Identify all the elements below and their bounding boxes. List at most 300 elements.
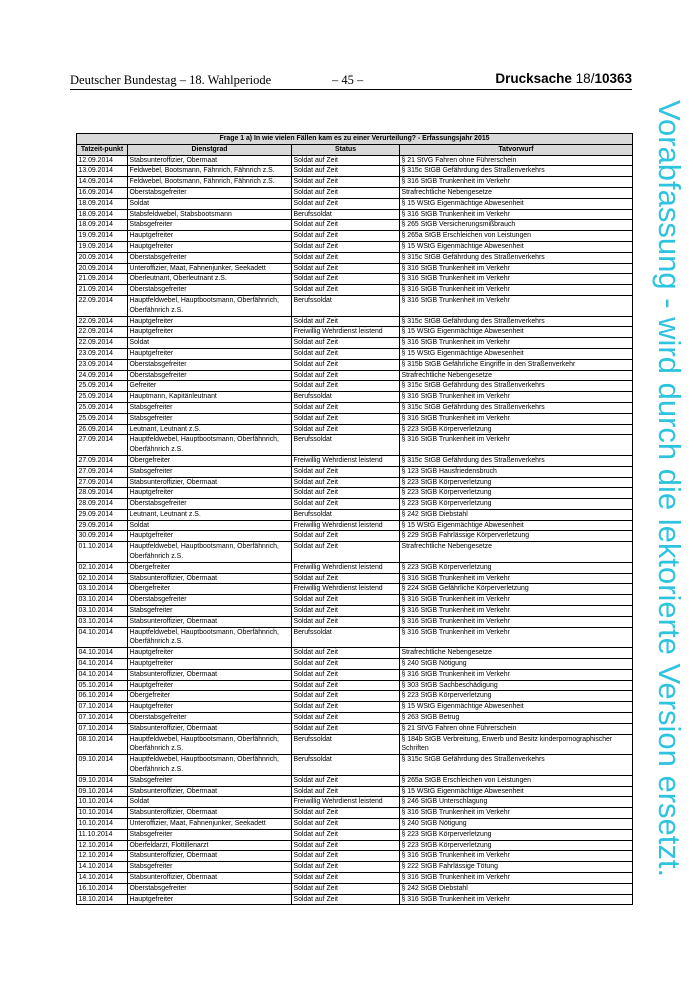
convictions-table (76, 133, 633, 905)
table-row (77, 584, 633, 595)
table-row (77, 455, 633, 466)
cell-date: 24.09.2014 (77, 370, 128, 381)
cell-rank: Hauptgefreiter (128, 702, 292, 713)
table-row (77, 872, 633, 883)
cell-rank: Oberstabsgefreiter (128, 359, 292, 370)
cell-rank: Soldat (128, 520, 292, 531)
cell-rank: Stabsfeldwebel, Stabsbootsmann (128, 209, 292, 220)
cell-date: 18.09.2014 (77, 209, 128, 220)
cell-date: 14.09.2014 (77, 177, 128, 188)
cell-rank: Obergefreiter (128, 584, 292, 595)
document-label: Drucksache (495, 71, 576, 86)
cell-rank: Hauptfeldwebel, Hauptbootsmann, Oberfähnrich, Oberfähnrich z.S. (128, 295, 292, 316)
cell-status: Soldat auf Zeit (292, 775, 400, 786)
cell-status: Soldat auf Zeit (292, 187, 400, 198)
cell-rank: Oberstabsgefreiter (128, 252, 292, 263)
cell-offense: § 315c StGB Gefährdung des Straßenverkehrs (400, 252, 633, 263)
cell-status: Berufssoldat (292, 509, 400, 520)
cell-rank: Hauptgefreiter (128, 316, 292, 327)
cell-offense: § 315c StGB Gefährdung des Straßenverkehrs (400, 455, 633, 466)
table-row (77, 862, 633, 873)
cell-rank: Hauptgefreiter (128, 680, 292, 691)
cell-status: Soldat auf Zeit (292, 819, 400, 830)
cell-status: Soldat auf Zeit (292, 851, 400, 862)
table-row (77, 808, 633, 819)
cell-date: 04.10.2014 (77, 659, 128, 670)
cell-status: Berufssoldat (292, 435, 400, 456)
cell-offense: Strafrechtliche Nebengesetze (400, 648, 633, 659)
cell-status: Berufssoldat (292, 734, 400, 755)
cell-offense: § 265 StGB Versicherungsmißbrauch (400, 220, 633, 231)
cell-offense: § 316 StGB Trunkenheit im Verkehr (400, 338, 633, 349)
cell-offense: § 315c StGB Gefährdung des Straßenverkehrs (400, 316, 633, 327)
cell-rank: Gefreiter (128, 381, 292, 392)
cell-rank: Unteroffizier, Maat, Fahnenjunker, Seekadett (128, 819, 292, 830)
column-header-status: Status (292, 144, 400, 155)
cell-rank: Hauptgefreiter (128, 648, 292, 659)
cell-date: 09.10.2014 (77, 775, 128, 786)
cell-status: Soldat auf Zeit (292, 424, 400, 435)
cell-date: 07.10.2014 (77, 723, 128, 734)
cell-offense: § 315c StGB Gefährdung des Straßenverkehrs (400, 755, 633, 776)
cell-offense: § 315c StGB Gefährdung des Straßenverkehrs (400, 402, 633, 413)
cell-offense: § 315c StGB Gefährdung des Straßenverkehrs (400, 381, 633, 392)
cell-offense: § 240 StGB Nötigung (400, 819, 633, 830)
cell-date: 14.10.2014 (77, 872, 128, 883)
cell-rank: Soldat (128, 198, 292, 209)
cell-date: 04.10.2014 (77, 669, 128, 680)
cell-rank: Hauptfeldwebel, Hauptbootsmann, Oberfähnrich, Oberfähnrich z.S. (128, 542, 292, 563)
cell-rank: Feldwebel, Bootsmann, Fähnrich, Fähnrich z.S. (128, 166, 292, 177)
cell-status: Soldat auf Zeit (292, 872, 400, 883)
table-row (77, 424, 633, 435)
cell-date: 22.09.2014 (77, 295, 128, 316)
cell-date: 29.09.2014 (77, 520, 128, 531)
cell-date: 06.10.2014 (77, 691, 128, 702)
cell-date: 09.10.2014 (77, 755, 128, 776)
cell-status: Soldat auf Zeit (292, 648, 400, 659)
cell-offense: § 246 StGB Unterschlagung (400, 797, 633, 808)
cell-rank: Stabsgefreiter (128, 829, 292, 840)
cell-date: 19.09.2014 (77, 241, 128, 252)
cell-date: 18.10.2014 (77, 894, 128, 905)
cell-status: Soldat auf Zeit (292, 231, 400, 242)
cell-status: Soldat auf Zeit (292, 166, 400, 177)
cell-rank: Stabsunteroffizier, Obermaat (128, 616, 292, 627)
cell-offense: § 15 WStG Eigenmächtige Abwesenheit (400, 520, 633, 531)
cell-date: 21.09.2014 (77, 285, 128, 296)
cell-date: 20.09.2014 (77, 263, 128, 274)
cell-rank: Hauptgefreiter (128, 659, 292, 670)
cell-rank: Soldat (128, 797, 292, 808)
table-row (77, 691, 633, 702)
cell-offense: § 316 StGB Trunkenheit im Verkehr (400, 435, 633, 456)
cell-status: Soldat auf Zeit (292, 669, 400, 680)
cell-date: 22.09.2014 (77, 338, 128, 349)
cell-offense: § 223 StGB Körperverletzung (400, 840, 633, 851)
cell-status: Soldat auf Zeit (292, 723, 400, 734)
cell-rank: Stabsunteroffizier, Obermaat (128, 155, 292, 166)
table-row (77, 840, 633, 851)
table-row (77, 829, 633, 840)
cell-rank: Oberstabsgefreiter (128, 285, 292, 296)
cell-date: 03.10.2014 (77, 606, 128, 617)
cell-offense: § 265a StGB Erschleichen von Leistungen (400, 775, 633, 786)
cell-status: Berufssoldat (292, 209, 400, 220)
cell-date: 07.10.2014 (77, 713, 128, 724)
cell-date: 28.09.2014 (77, 488, 128, 499)
table-row (77, 209, 633, 220)
cell-date: 03.10.2014 (77, 616, 128, 627)
table-row (77, 627, 633, 648)
cell-offense: § 123 StGB Hausfriedensbruch (400, 466, 633, 477)
cell-rank: Stabsgefreiter (128, 466, 292, 477)
table-row (77, 381, 633, 392)
table-caption: Frage 1 a) In wie vielen Fällen kam es zu einer Verurteilung? - Erfassungsjahr 2015 (77, 134, 633, 145)
table-row (77, 252, 633, 263)
cell-offense: Strafrechtliche Nebengesetze (400, 187, 633, 198)
cell-date: 25.09.2014 (77, 402, 128, 413)
cell-status: Soldat auf Zeit (292, 606, 400, 617)
cell-offense: § 316 StGB Trunkenheit im Verkehr (400, 573, 633, 584)
cell-status: Soldat auf Zeit (292, 285, 400, 296)
table-row (77, 263, 633, 274)
cell-rank: Soldat (128, 338, 292, 349)
cell-rank: Hauptfeldwebel, Hauptbootsmann, Oberfähnrich, Oberfähnrich z.S. (128, 734, 292, 755)
cell-status: Soldat auf Zeit (292, 862, 400, 873)
table-row (77, 775, 633, 786)
cell-date: 27.09.2014 (77, 455, 128, 466)
table-row (77, 883, 633, 894)
cell-offense: § 15 WStG Eigenmächtige Abwesenheit (400, 348, 633, 359)
cell-status: Soldat auf Zeit (292, 274, 400, 285)
cell-status: Soldat auf Zeit (292, 359, 400, 370)
cell-status: Soldat auf Zeit (292, 680, 400, 691)
cell-status: Soldat auf Zeit (292, 370, 400, 381)
cell-status: Soldat auf Zeit (292, 616, 400, 627)
cell-status: Soldat auf Zeit (292, 413, 400, 424)
cell-offense: § 316 StGB Trunkenheit im Verkehr (400, 295, 633, 316)
cell-date: 07.10.2014 (77, 702, 128, 713)
cell-date: 19.09.2014 (77, 231, 128, 242)
cell-date: 23.09.2014 (77, 348, 128, 359)
cell-offense: § 316 StGB Trunkenheit im Verkehr (400, 627, 633, 648)
cell-status: Soldat auf Zeit (292, 198, 400, 209)
cell-offense: § 223 StGB Körperverletzung (400, 499, 633, 510)
cell-status: Freiwillig Wehrdienst leistend (292, 455, 400, 466)
cell-date: 27.09.2014 (77, 477, 128, 488)
cell-status: Soldat auf Zeit (292, 252, 400, 263)
cell-date: 26.09.2014 (77, 424, 128, 435)
cell-offense: Strafrechtliche Nebengesetze (400, 542, 633, 563)
cell-rank: Oberleutnant, Oberleutnant z.S. (128, 274, 292, 285)
cell-date: 11.10.2014 (77, 829, 128, 840)
cell-status: Soldat auf Zeit (292, 488, 400, 499)
column-header-time: Tatzeit-punkt (77, 144, 128, 155)
cell-offense: § 316 StGB Trunkenheit im Verkehr (400, 808, 633, 819)
cell-rank: Leutnant, Leutnant z.S. (128, 424, 292, 435)
cell-status: Freiwillig Wehrdienst leistend (292, 584, 400, 595)
cell-offense: § 316 StGB Trunkenheit im Verkehr (400, 285, 633, 296)
column-header-offense: Tatvorwurf (400, 144, 633, 155)
table-row (77, 851, 633, 862)
cell-status: Soldat auf Zeit (292, 316, 400, 327)
document-id: 10363 (594, 71, 632, 86)
table-row (77, 274, 633, 285)
cell-rank: Oberstabsgefreiter (128, 187, 292, 198)
cell-offense: § 316 StGB Trunkenheit im Verkehr (400, 894, 633, 905)
table-row (77, 187, 633, 198)
cell-status: Soldat auf Zeit (292, 338, 400, 349)
cell-date: 10.10.2014 (77, 797, 128, 808)
cell-date: 21.09.2014 (77, 274, 128, 285)
table-row (77, 606, 633, 617)
cell-rank: Oberstabsgefreiter (128, 370, 292, 381)
table-row (77, 413, 633, 424)
cell-offense: § 223 StGB Körperverletzung (400, 829, 633, 840)
cell-rank: Hauptfeldwebel, Hauptbootsmann, Oberfähnrich, Oberfähnrich z.S. (128, 627, 292, 648)
cell-offense: § 223 StGB Körperverletzung (400, 488, 633, 499)
cell-offense: § 223 StGB Körperverletzung (400, 424, 633, 435)
cell-offense: § 15 WStG Eigenmächtige Abwesenheit (400, 198, 633, 209)
table-row (77, 573, 633, 584)
cell-offense: § 315c StGB Gefährdung des Straßenverkehrs (400, 166, 633, 177)
cell-rank: Hauptgefreiter (128, 231, 292, 242)
table-row (77, 755, 633, 776)
cell-offense: § 21 StVG Fahren ohne Führerschein (400, 155, 633, 166)
table-row (77, 680, 633, 691)
cell-rank: Obergefreiter (128, 455, 292, 466)
cell-date: 12.10.2014 (77, 851, 128, 862)
cell-date: 04.10.2014 (77, 648, 128, 659)
cell-rank: Oberstabsgefreiter (128, 883, 292, 894)
cell-date: 02.10.2014 (77, 562, 128, 573)
table-row (77, 359, 633, 370)
cell-rank: Hauptmann, Kapitänleutnant (128, 392, 292, 403)
cell-status: Soldat auf Zeit (292, 883, 400, 894)
cell-status: Soldat auf Zeit (292, 691, 400, 702)
table-row (77, 786, 633, 797)
table-row (77, 659, 633, 670)
cell-status: Soldat auf Zeit (292, 829, 400, 840)
cell-offense: § 265a StGB Erschleichen von Leistungen (400, 231, 633, 242)
table-row (77, 198, 633, 209)
cell-status: Freiwillig Wehrdienst leistend (292, 327, 400, 338)
cell-status: Soldat auf Zeit (292, 659, 400, 670)
cell-rank: Hauptfeldwebel, Hauptbootsmann, Oberfähnrich, Oberfähnrich z.S. (128, 435, 292, 456)
page-header (70, 71, 632, 89)
cell-rank: Stabsgefreiter (128, 413, 292, 424)
table-row (77, 231, 633, 242)
table-body (77, 155, 633, 905)
cell-status: Soldat auf Zeit (292, 542, 400, 563)
cell-offense: § 316 StGB Trunkenheit im Verkehr (400, 413, 633, 424)
cell-status: Soldat auf Zeit (292, 894, 400, 905)
cell-status: Soldat auf Zeit (292, 241, 400, 252)
draft-watermark: Vorabfassung - wird durch die lektorierte Version ersetzt. (652, 100, 687, 878)
table-row (77, 648, 633, 659)
cell-offense: § 242 StGB Diebstahl (400, 509, 633, 520)
cell-status: Soldat auf Zeit (292, 177, 400, 188)
cell-rank: Stabsgefreiter (128, 862, 292, 873)
cell-status: Soldat auf Zeit (292, 348, 400, 359)
table-row (77, 338, 633, 349)
table-header-row (77, 144, 633, 155)
cell-rank: Hauptgefreiter (128, 531, 292, 542)
cell-status: Berufssoldat (292, 392, 400, 403)
cell-rank: Hauptgefreiter (128, 241, 292, 252)
cell-date: 10.10.2014 (77, 808, 128, 819)
cell-status: Berufssoldat (292, 755, 400, 776)
cell-date: 25.09.2014 (77, 413, 128, 424)
page-number: – 45 – (332, 73, 364, 87)
cell-rank: Hauptgefreiter (128, 327, 292, 338)
table-row (77, 370, 633, 381)
cell-rank: Oberstabsgefreiter (128, 499, 292, 510)
table-row (77, 819, 633, 830)
cell-date: 25.09.2014 (77, 392, 128, 403)
column-header-rank: Dienstgrad (128, 144, 292, 155)
table-row (77, 285, 633, 296)
table-row (77, 327, 633, 338)
table-row (77, 723, 633, 734)
cell-offense: § 240 StGB Nötigung (400, 659, 633, 670)
table-row (77, 595, 633, 606)
table-row (77, 466, 633, 477)
cell-offense: § 316 StGB Trunkenheit im Verkehr (400, 872, 633, 883)
cell-rank: Stabsunteroffizier, Obermaat (128, 477, 292, 488)
cell-rank: Stabsgefreiter (128, 220, 292, 231)
table-row (77, 177, 633, 188)
cell-offense: § 316 StGB Trunkenheit im Verkehr (400, 851, 633, 862)
document-period: 18/ (575, 71, 595, 86)
cell-status: Soldat auf Zeit (292, 466, 400, 477)
cell-status: Soldat auf Zeit (292, 402, 400, 413)
cell-date: 14.10.2014 (77, 862, 128, 873)
cell-offense: § 15 WStG Eigenmächtige Abwesenheit (400, 786, 633, 797)
cell-rank: Stabsunteroffizier, Obermaat (128, 669, 292, 680)
cell-status: Soldat auf Zeit (292, 381, 400, 392)
table-row (77, 435, 633, 456)
cell-date: 13.09.2014 (77, 166, 128, 177)
cell-rank: Stabsunteroffizier, Obermaat (128, 573, 292, 584)
cell-offense: § 316 StGB Trunkenheit im Verkehr (400, 263, 633, 274)
cell-rank: Obergefreiter (128, 691, 292, 702)
cell-offense: § 224 StGB Gefährliche Körperverletzung (400, 584, 633, 595)
cell-offense: § 223 StGB Körperverletzung (400, 691, 633, 702)
cell-status: Berufssoldat (292, 627, 400, 648)
cell-offense: § 15 WStG Eigenmächtige Abwesenheit (400, 241, 633, 252)
cell-date: 29.09.2014 (77, 509, 128, 520)
table-row (77, 392, 633, 403)
cell-date: 12.10.2014 (77, 840, 128, 851)
cell-rank: Stabsgefreiter (128, 606, 292, 617)
cell-offense: § 316 StGB Trunkenheit im Verkehr (400, 209, 633, 220)
cell-rank: Hauptgefreiter (128, 348, 292, 359)
cell-date: 05.10.2014 (77, 680, 128, 691)
cell-status: Soldat auf Zeit (292, 499, 400, 510)
cell-offense: § 222 StGB Fahrlässige Tötung (400, 862, 633, 873)
cell-date: 03.10.2014 (77, 595, 128, 606)
cell-rank: Stabsunteroffizier, Obermaat (128, 808, 292, 819)
cell-status: Soldat auf Zeit (292, 702, 400, 713)
cell-date: 28.09.2014 (77, 499, 128, 510)
cell-status: Berufssoldat (292, 295, 400, 316)
cell-rank: Stabsunteroffizier, Obermaat (128, 851, 292, 862)
table-row (77, 702, 633, 713)
cell-rank: Oberstabsgefreiter (128, 595, 292, 606)
cell-rank: Hauptgefreiter (128, 894, 292, 905)
table-row (77, 894, 633, 905)
cell-status: Soldat auf Zeit (292, 840, 400, 851)
cell-rank: Hauptfeldwebel, Hauptbootsmann, Oberfähnrich, Oberfähnrich z.S. (128, 755, 292, 776)
cell-date: 16.10.2014 (77, 883, 128, 894)
header-parliament-title: Deutscher Bundestag – 18. Wahlperiode (70, 73, 272, 87)
table-row (77, 348, 633, 359)
cell-offense: § 316 StGB Trunkenheit im Verkehr (400, 606, 633, 617)
cell-status: Soldat auf Zeit (292, 263, 400, 274)
cell-status: Soldat auf Zeit (292, 531, 400, 542)
cell-status: Soldat auf Zeit (292, 155, 400, 166)
table-row (77, 734, 633, 755)
cell-offense: Strafrechtliche Nebengesetze (400, 370, 633, 381)
cell-offense: § 303 StGB Sachbeschädigung (400, 680, 633, 691)
cell-date: 18.09.2014 (77, 198, 128, 209)
table-row (77, 713, 633, 724)
cell-status: Freiwillig Wehrdienst leistend (292, 520, 400, 531)
cell-date: 25.09.2014 (77, 381, 128, 392)
table-row (77, 155, 633, 166)
cell-rank: Stabsgefreiter (128, 775, 292, 786)
cell-offense: § 316 StGB Trunkenheit im Verkehr (400, 616, 633, 627)
header-rule (70, 89, 632, 90)
table-caption-row (77, 134, 633, 145)
cell-status: Soldat auf Zeit (292, 595, 400, 606)
cell-status: Soldat auf Zeit (292, 220, 400, 231)
cell-date: 12.09.2014 (77, 155, 128, 166)
table-row (77, 616, 633, 627)
table-row (77, 488, 633, 499)
table-row (77, 295, 633, 316)
cell-offense: § 15 WStG Eigenmächtige Abwesenheit (400, 702, 633, 713)
cell-offense: § 223 StGB Körperverletzung (400, 562, 633, 573)
table-row (77, 166, 633, 177)
cell-status: Freiwillig Wehrdienst leistend (292, 797, 400, 808)
table-row (77, 220, 633, 231)
cell-date: 08.10.2014 (77, 734, 128, 755)
cell-offense: § 242 StGB Diebstahl (400, 883, 633, 894)
table-row (77, 520, 633, 531)
cell-offense: § 316 StGB Trunkenheit im Verkehr (400, 274, 633, 285)
cell-status: Soldat auf Zeit (292, 477, 400, 488)
cell-date: 22.09.2014 (77, 327, 128, 338)
table-row (77, 316, 633, 327)
cell-date: 01.10.2014 (77, 542, 128, 563)
table-row (77, 509, 633, 520)
cell-status: Freiwillig Wehrdienst leistend (292, 562, 400, 573)
cell-rank: Obergefreiter (128, 562, 292, 573)
cell-rank: Unteroffizier, Maat, Fahnenjunker, Seekadett (128, 263, 292, 274)
cell-rank: Feldwebel, Bootsmann, Fähnrich, Fähnrich z.S. (128, 177, 292, 188)
cell-rank: Oberstabsgefreiter (128, 713, 292, 724)
cell-rank: Stabsgefreiter (128, 402, 292, 413)
cell-date: 22.09.2014 (77, 316, 128, 327)
cell-date: 20.09.2014 (77, 252, 128, 263)
cell-rank: Hauptgefreiter (128, 488, 292, 499)
cell-offense: § 263 StGB Betrug (400, 713, 633, 724)
table-row (77, 499, 633, 510)
cell-date: 04.10.2014 (77, 627, 128, 648)
